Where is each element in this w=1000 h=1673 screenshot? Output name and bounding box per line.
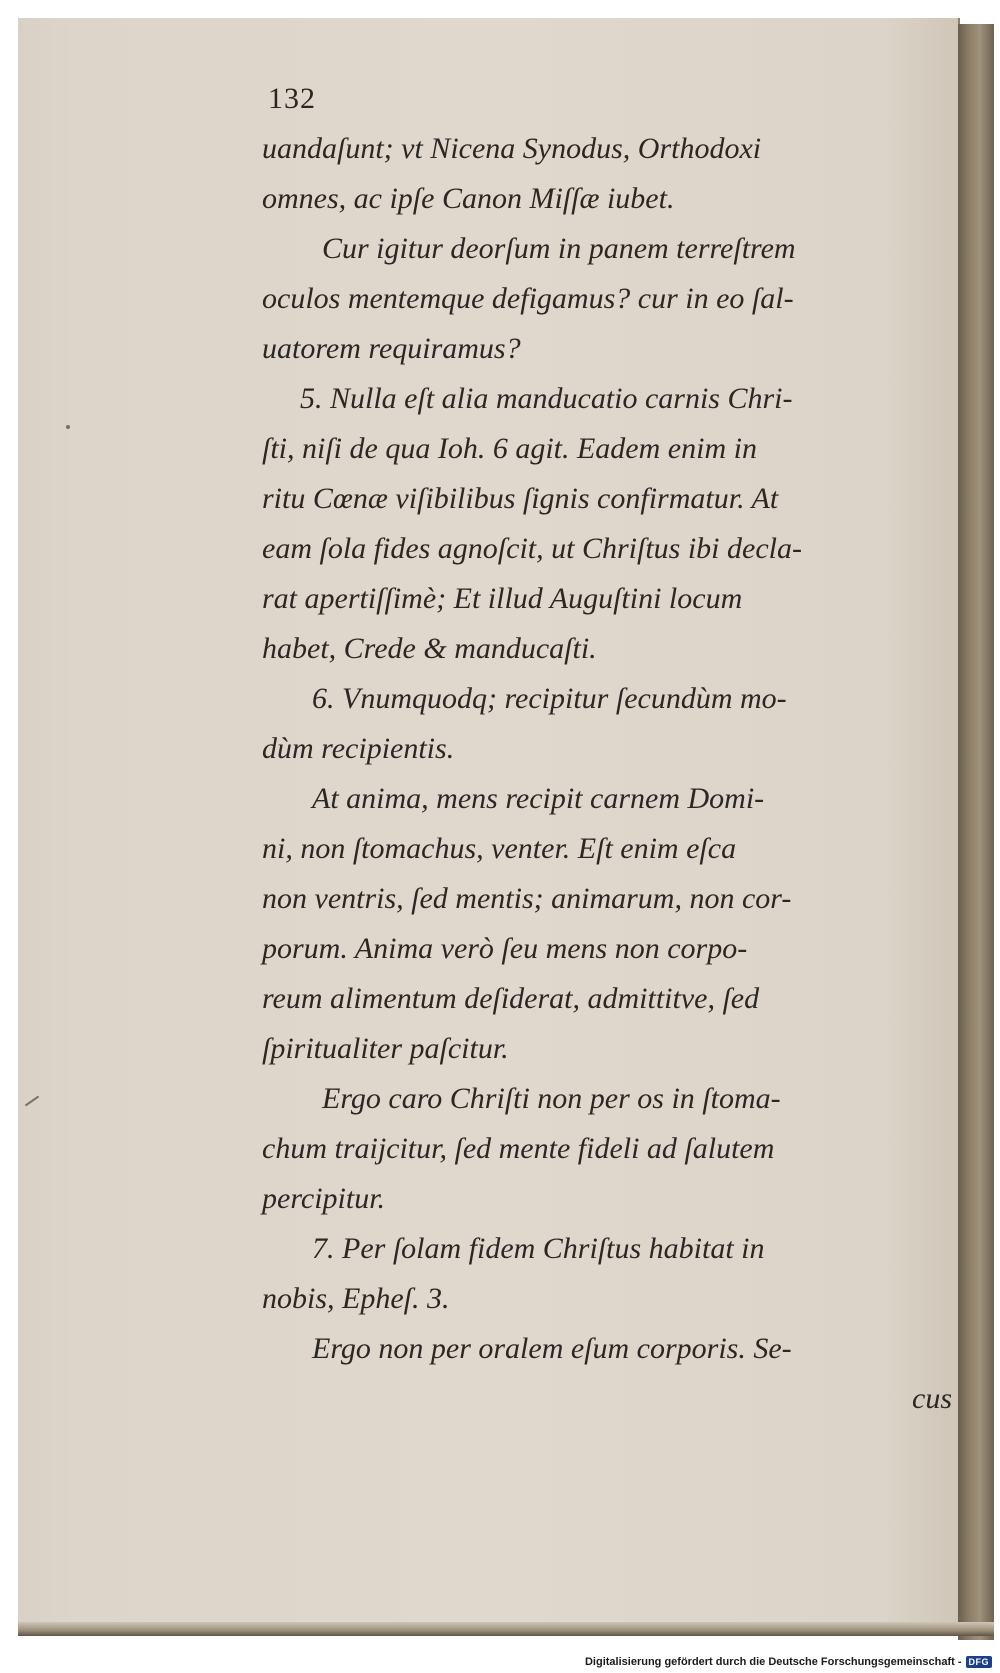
text-line: rat apertiſſimè; Et illud Auguſtini locum — [262, 582, 743, 615]
text-line: uandaſunt; vt Nicena Synodus, Orthodoxi — [262, 132, 762, 165]
text-line: 5. Nulla eſt alia manducatio carnis Chri- — [300, 382, 793, 415]
text-line: porum. Anima verò ſeu mens non corpo- — [262, 932, 748, 965]
page-number: 132 — [268, 82, 316, 115]
text-line: 7. Per ſolam fidem Chriſtus habitat in — [312, 1232, 765, 1265]
text-line: Ergo caro Chriſti non per os in ſtoma- — [322, 1082, 781, 1115]
text-line: ſpiritualiter paſcitur. — [262, 1032, 509, 1065]
text-line: oculos mentemque defigamus? cur in eo ſal- — [262, 282, 794, 315]
text-line: Ergo non per oralem eſum corporis. Se- — [312, 1332, 792, 1365]
text-line: non ventris, ſed mentis; animarum, non cor- — [262, 882, 792, 915]
catchword: cus — [912, 1382, 952, 1415]
text-line: Cur igitur deorſum in panem terreſtrem — [322, 232, 796, 265]
text-line: 6. Vnumquodq; recipitur ſecundùm mo- — [312, 682, 787, 715]
text-line: ni, non ſtomachus, venter. Eſt enim eſca — [262, 832, 737, 865]
text-line: percipitur. — [262, 1182, 386, 1215]
book-page-bottom-edge — [18, 1622, 994, 1636]
credit-text: Digitalisierung gefördert durch die Deutsche Forschungsgemeinschaft - — [584, 1656, 962, 1668]
dfg-logo: DFG — [966, 1656, 993, 1668]
digitization-credit — [585, 1653, 992, 1671]
text-line: chum traijcitur, ſed mente fideli ad ſalutem — [262, 1132, 775, 1165]
text-line: ritu Cœnæ viſibilibus ſignis confirmatur. At — [262, 482, 779, 515]
text-line: reum alimentum deſiderat, admittitve, ſed — [262, 982, 760, 1015]
text-line: nobis, Epheſ. 3. — [262, 1282, 450, 1315]
text-line: dùm recipientis. — [262, 732, 455, 765]
text-line: ſti, niſi de qua Ioh. 6 agit. Eadem enim in — [262, 432, 757, 465]
text-line: eam ſola fides agnoſcit, ut Chriſtus ibi decla- — [262, 532, 802, 565]
text-line: uatorem requiramus? — [262, 332, 521, 365]
text-line: habet, Crede & manducaſti. — [262, 632, 597, 665]
text-line: omnes, ac ipſe Canon Miſſæ iubet. — [262, 182, 675, 215]
margin-mark — [66, 425, 70, 429]
text-line: At anima, mens recipit carnem Domi- — [312, 782, 765, 815]
book-page-edge — [958, 24, 994, 1640]
